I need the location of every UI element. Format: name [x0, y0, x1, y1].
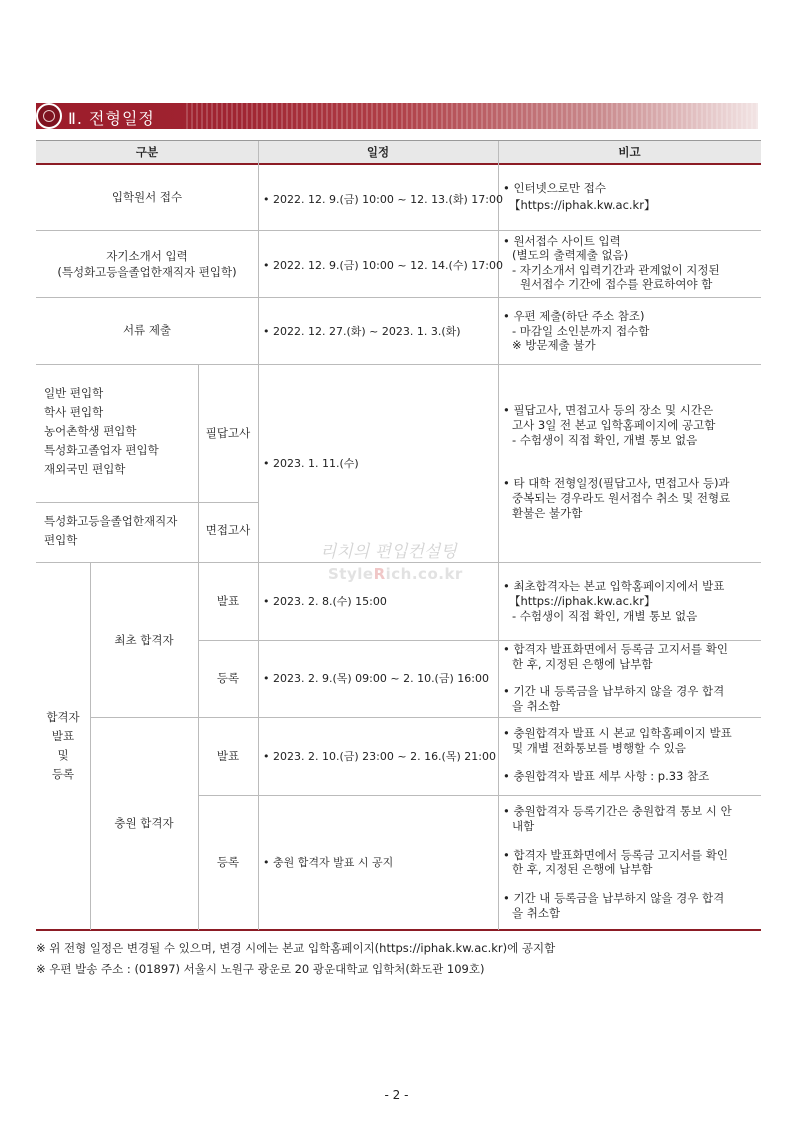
- header-category: 구분: [135, 145, 159, 159]
- schedule-additional-announce: • 2023. 2. 10.(금) 23:00 ~ 2. 16.(목) 21:00: [263, 750, 496, 763]
- row-divider: [198, 795, 761, 796]
- type-register: 등록: [216, 671, 240, 685]
- note-line: • 충원합격자 발표 시 본교 입학홈페이지 발표: [503, 726, 732, 740]
- note-line: • 충원합격자 발표 세부 사항 : p.33 참조: [503, 769, 710, 783]
- col-divider: [258, 141, 259, 930]
- row-divider: [36, 562, 761, 563]
- note-line: 한 후, 지정된 은행에 납부함: [512, 657, 653, 671]
- note-line: • 합격자 발표화면에서 등록금 고지서를 확인: [503, 642, 729, 656]
- note-line: • 기간 내 등록금을 납부하지 않을 경우 합격: [503, 891, 725, 905]
- exam-group1-item: 일반 편입학: [44, 386, 104, 400]
- note-line: • 합격자 발표화면에서 등록금 고지서를 확인: [503, 848, 729, 862]
- row-divider: [90, 717, 761, 718]
- note-line: • 인터넷으로만 접수: [503, 181, 606, 195]
- exam-group1-item: 학사 편입학: [44, 405, 104, 419]
- additional-admit-label: 충원 합격자: [114, 816, 174, 830]
- header-schedule: 일정: [366, 145, 390, 159]
- row-label-application: 입학원서 접수: [111, 190, 183, 204]
- note-line: • 타 대학 전형일정(필답고사, 면접고사 등)과: [503, 476, 730, 490]
- note-link: 【https://iphak.kw.ac.kr】: [509, 594, 656, 608]
- row-divider: [36, 502, 258, 503]
- footnote: ※ 위 전형 일정은 변경될 수 있으며, 변경 시에는 본교 입학홈페이지(https://iphak.kw.ac.kr)에 공지함: [36, 941, 556, 955]
- note-line: 을 취소함: [512, 906, 561, 920]
- header-note: 비고: [618, 145, 641, 159]
- page-number: - 2 -: [384, 1088, 409, 1102]
- watermark-url: StyleRich.co.kr: [328, 565, 463, 583]
- note-line: ※ 방문제출 불가: [512, 338, 596, 352]
- section-title: Ⅱ. 전형일정: [68, 109, 155, 128]
- exam-group1-item: 재외국민 편입학: [44, 462, 126, 476]
- row-label-documents: 서류 제출: [122, 323, 172, 337]
- exam-group2-item: 특성화고등을졸업한재직자: [44, 514, 178, 528]
- note-link: 【https://iphak.kw.ac.kr】: [509, 198, 656, 212]
- note-line: 및 개별 전화통보를 병행할 수 있음: [512, 741, 686, 755]
- note-line: 을 취소함: [512, 699, 561, 713]
- note-line: - 수험생이 직접 확인, 개별 통보 없음: [512, 609, 698, 623]
- type-announce: 발표: [216, 749, 240, 763]
- col-divider: [90, 562, 91, 930]
- schedule-first-register: • 2023. 2. 9.(목) 09:00 ~ 2. 10.(금) 16:00: [263, 672, 489, 685]
- col-divider: [198, 562, 199, 930]
- row-divider: [36, 297, 761, 298]
- admission-label: 발표: [51, 729, 75, 743]
- note-line: • 충원합격자 등록기간은 충원합격 통보 시 안: [503, 804, 732, 818]
- schedule-first-announce: • 2023. 2. 8.(수) 15:00: [263, 595, 387, 608]
- note-line: - 자기소개서 입력기간과 관계없이 지정된: [512, 263, 720, 277]
- exam-type-interview: 면접고사: [205, 523, 251, 537]
- admission-label: 및: [57, 748, 69, 762]
- note-line: • 우편 제출(하단 주소 참조): [503, 309, 645, 323]
- note-line: • 원서접수 사이트 입력: [503, 234, 621, 248]
- note-line: 고사 3일 전 본교 입학홈페이지에 공고함: [512, 418, 716, 432]
- row-divider: [36, 230, 761, 231]
- type-register: 등록: [216, 855, 240, 869]
- note-line: 중복되는 경우라도 원서접수 취소 및 전형료: [512, 491, 731, 505]
- note-line: 한 후, 지정된 은행에 납부함: [512, 862, 653, 876]
- type-announce: 발표: [216, 594, 240, 608]
- row-label-self-intro-sub: (특성화고등을졸업한재직자 편입학): [57, 265, 237, 279]
- university-emblem-icon: [36, 103, 62, 129]
- schedule-additional-register: • 충원 합격자 발표 시 공지: [263, 856, 394, 869]
- note-line: 환불은 불가함: [512, 506, 583, 520]
- table-bottom-border: [36, 929, 761, 931]
- first-admit-label: 최초 합격자: [114, 633, 174, 647]
- exam-group1-item: 농어촌학생 편입학: [44, 424, 137, 438]
- note-line: - 마감일 소인분까지 접수함: [512, 324, 650, 338]
- exam-type-written: 필답고사: [205, 426, 251, 440]
- note-line: • 필답고사, 면접고사 등의 장소 및 시간은: [503, 403, 714, 417]
- footnote: ※ 우편 발송 주소 : (01897) 서울시 노원구 광운로 20 광운대학교 입학처(화도관 109호): [36, 962, 485, 976]
- row-divider: [198, 640, 761, 641]
- exam-group1-item: 특성화고졸업자 편입학: [44, 443, 159, 457]
- header-stripes: [186, 103, 758, 129]
- note-line: - 수험생이 직접 확인, 개별 통보 없음: [512, 433, 698, 447]
- note-line: • 최초합격자는 본교 입학홈페이지에서 발표: [503, 579, 725, 593]
- schedule-self-intro: • 2022. 12. 9.(금) 10:00 ~ 12. 14.(수) 17:00: [263, 259, 503, 272]
- note-line: 원서접수 기간에 접수를 완료하여야 함: [520, 277, 713, 291]
- schedule-application: • 2022. 12. 9.(금) 10:00 ~ 12. 13.(화) 17:00: [263, 193, 503, 206]
- admission-label: 합격자: [46, 710, 80, 724]
- note-line: 내함: [512, 819, 535, 833]
- schedule-exam: • 2023. 1. 11.(수): [263, 457, 359, 470]
- admission-label: 등록: [51, 767, 75, 781]
- note-line: (별도의 출력제출 없음): [512, 248, 629, 262]
- note-line: • 기간 내 등록금을 납부하지 않을 경우 합격: [503, 684, 725, 698]
- section-header-bar: [36, 103, 758, 129]
- exam-group2-item: 편입학: [44, 533, 78, 547]
- row-label-self-intro: 자기소개서 입력: [106, 249, 188, 263]
- row-divider: [36, 364, 761, 365]
- table-header-underline: [36, 163, 761, 165]
- schedule-documents: • 2022. 12. 27.(화) ~ 2023. 1. 3.(화): [263, 325, 461, 338]
- watermark-title: 리치의 편입컨설팅: [320, 542, 457, 562]
